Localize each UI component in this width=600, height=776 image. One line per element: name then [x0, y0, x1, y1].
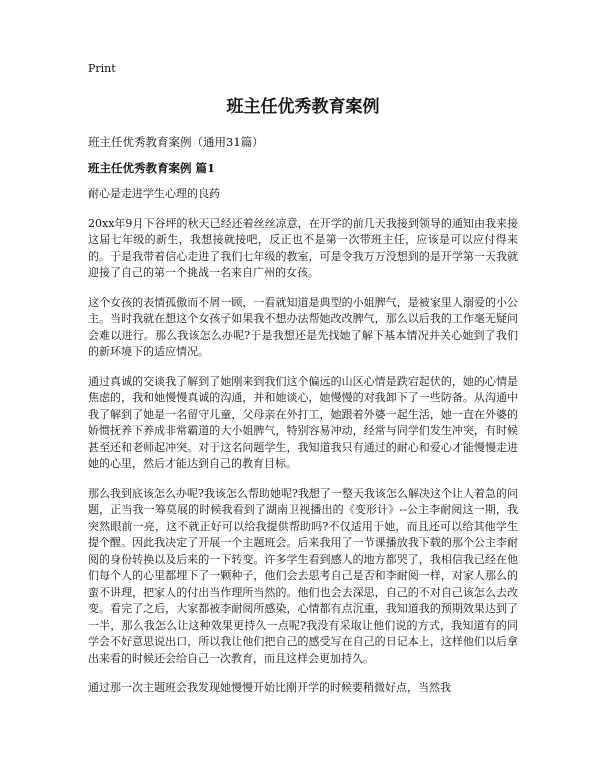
paragraph: 这个女孩的表情孤傲而不屑一顾，一看就知道是典型的小姐脾气，是被家里人溺爱的小公主。当时我就在想这个女孩子如果我不想办法帮她改改脾气，那么以后我的工作毫无疑问会难以进行。那么我该怎么办呢?于是我想还是先找她了解下基本情况并关心她到了我们的新环境下的适应情况。 — [88, 295, 518, 358]
paragraph-lead: 耐心是走进学生心理的良药 — [88, 187, 220, 200]
section-heading: 班主任优秀教育案例 篇1 — [88, 161, 216, 175]
paragraph: 那么我到底该怎么办呢?我该怎么帮助她呢?我想了一整天我该怎么解决这个让人着急的问题，正当我一筹莫展的时候我看到了湖南卫视播出的《变形计》--公主李耐阅这一期，我突然眼前一亮，这不就正好可以给我提供帮助吗?不仅适用于她，而且还可以给其他学生提个醒。因此我决定了开展一个主题班会。后来我用了一节课播放我下载的那个公主李耐阅的身份转换以及后来的一下转变。许多学生看到感人的地方都哭了，我相信我已经在他们每个人的心里都埋下了一颗种子，他们会去思考自己是否和李耐阅一样，对家人那么的蛮不讲理，把家人的付出当作理所当然的。他们也会去深思，自己的不对自己该怎么去改变。看完了之后，大家都被李耐阅所感染，心情都有点沉重，我知道我的预期效果达到了一半，那么我怎么让这种效果更持久一点呢?我没有采取让他们说的方式，我知道有的同学会不好意思说出口，所以我让他们把自己的感受写在自己的日记本上，这样他们以后拿出来看的时候还会给自己一次教育，而且这样会更加持久。 — [88, 486, 518, 665]
paragraph: 通过那一次主题班会我发现她慢慢开始比刚开学的时候要稍微好点，当然我 — [88, 681, 451, 694]
document-subtitle: 班主任优秀教育案例（通用31篇） — [88, 135, 264, 149]
page-title: 班主任优秀教育案例 — [226, 97, 380, 117]
paragraph: 20xx年9月下谷坪的秋天已经还着丝丝凉意，在开学的前几天我接到领导的通知由我来接这届七年级的新生，我想接就接吧，反正也不是第一次带班主任，应该是可以应付得来的。于是我带着信心走进了我们七年级的教室，可是令我万万没想到的是开学第一天我就迎接了自己的第一个挑战一名来自广州的女孩。 — [88, 216, 518, 279]
print-link[interactable]: Print — [88, 62, 116, 75]
paragraph: 通过真诚的交谈我了解到了她刚来到我们这个偏远的山区心情是跌宕起伏的，她的心情是焦虑的，我和她慢慢真诚的沟通，并和她谈心，她慢慢的对我卸下了一些防备。从沟通中我了解到了她是一名留守儿童，父母亲在外打工，她跟着外婆一起生活，她一直在外婆的娇惯抚养下养成非常霸道的大小姐脾气，特别容易冲动，经常与同学们发生冲突，有时候甚至还和老师起冲突。对于这名问题学生，我知道我只有通过的耐心和爱心才能慢慢走进她的心里，然后才能达到自己的教育目标。 — [88, 374, 518, 470]
document-page — [88, 62, 518, 710]
